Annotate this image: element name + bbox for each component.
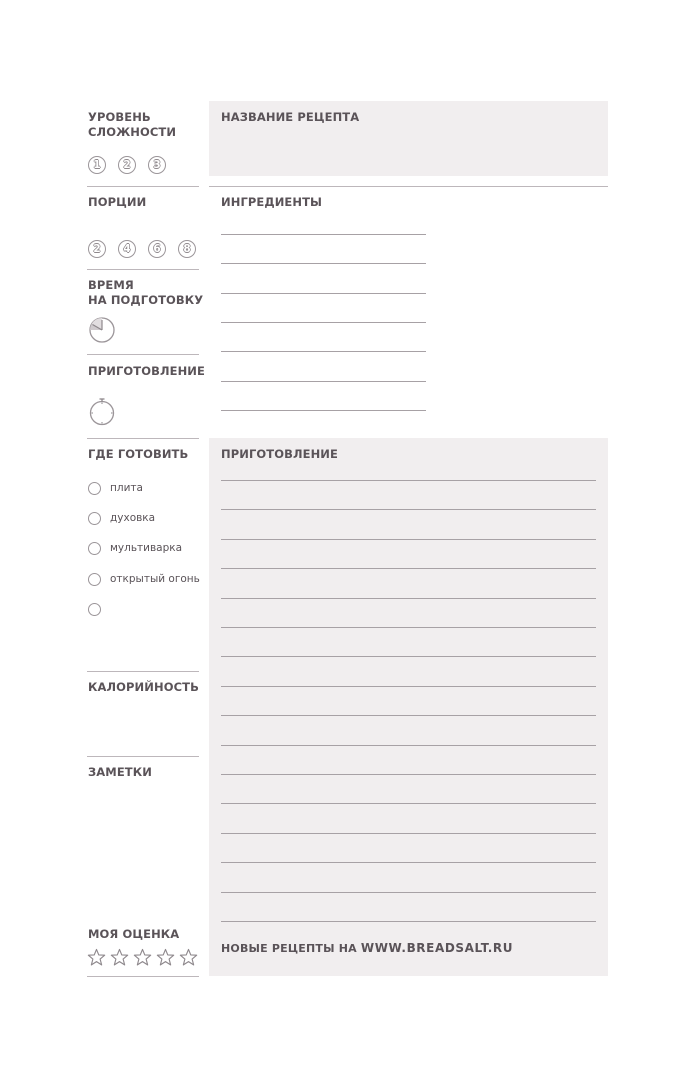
preparation-line[interactable] [221,892,596,893]
option-oven: духовка [110,512,156,524]
preparation-label: ПРИГОТОВЛЕНИЕ [221,447,338,461]
preparation-line[interactable] [221,862,596,863]
divider [87,671,199,672]
difficulty-label: УРОВЕНЬ СЛОЖНОСТИ [88,110,177,139]
option-open-fire: открытый огонь [110,573,200,585]
notes-label: ЗАМЕТКИ [88,765,152,779]
star-icon[interactable] [87,948,106,967]
option-multicooker: мультиварка [110,542,183,554]
where-to-cook-label: ГДЕ ГОТОВИТЬ [88,447,189,461]
recipe-title-label: НАЗВАНИЕ РЕЦЕПТА [221,110,360,124]
preparation-line[interactable] [221,539,596,540]
ingredient-line[interactable] [221,322,426,323]
radio-other[interactable] [88,603,101,616]
ingredient-line[interactable] [221,234,426,235]
footer-prefix: НОВЫЕ РЕЦЕПТЫ НА [221,942,361,955]
portions-option-4[interactable]: 4 [118,240,136,258]
preparation-line[interactable] [221,656,596,657]
star-icon[interactable] [110,948,129,967]
preparation-line[interactable] [221,833,596,834]
divider [87,186,199,187]
divider [87,269,199,270]
preparation-line[interactable] [221,480,596,481]
preparation-line[interactable] [221,774,596,775]
preparation-line[interactable] [221,627,596,628]
ingredient-line[interactable] [221,293,426,294]
ingredient-line[interactable] [221,351,426,352]
preparation-line[interactable] [221,745,596,746]
divider [87,756,199,757]
footer-site-link[interactable]: WWW.BREADSALT.RU [360,941,514,955]
portions-option-2[interactable]: 2 [88,240,106,258]
footer-text [221,941,513,955]
radio-multicooker[interactable] [88,542,101,555]
rating-label: МОЯ ОЦЕНКА [88,927,180,941]
portions-option-8[interactable]: 8 [178,240,196,258]
divider [87,354,199,355]
portions-option-6[interactable]: 6 [148,240,166,258]
preparation-box [209,438,608,976]
difficulty-level-1[interactable]: 1 [88,156,106,174]
preparation-line[interactable] [221,568,596,569]
divider [87,976,199,977]
difficulty-level-3[interactable]: 3 [148,156,166,174]
ingredient-line[interactable] [221,410,426,411]
preparation-line[interactable] [221,509,596,510]
divider [209,186,608,187]
preparation-line[interactable] [221,598,596,599]
prep-time-label: ВРЕМЯ НА ПОДГОТОВКУ [88,278,204,307]
difficulty-level-2[interactable]: 2 [118,156,136,174]
preparation-line[interactable] [221,803,596,804]
radio-oven[interactable] [88,512,101,525]
option-stove: плита [110,482,143,494]
preparation-line[interactable] [221,715,596,716]
stopwatch-icon [88,396,116,426]
ingredients-label: ИНГРЕДИЕНТЫ [221,195,323,209]
ingredient-line[interactable] [221,263,426,264]
calories-label: КАЛОРИЙНОСТЬ [88,680,199,694]
divider [87,438,199,439]
radio-stove[interactable] [88,482,101,495]
star-icon[interactable] [179,948,198,967]
radio-open-fire[interactable] [88,573,101,586]
clock-icon [88,316,116,344]
preparation-line[interactable] [221,686,596,687]
cooking-label: ПРИГОТОВЛЕНИЕ [88,364,205,378]
portions-label: ПОРЦИИ [88,195,147,209]
preparation-line[interactable] [221,921,596,922]
star-icon[interactable] [156,948,175,967]
ingredient-line[interactable] [221,381,426,382]
star-icon[interactable] [133,948,152,967]
